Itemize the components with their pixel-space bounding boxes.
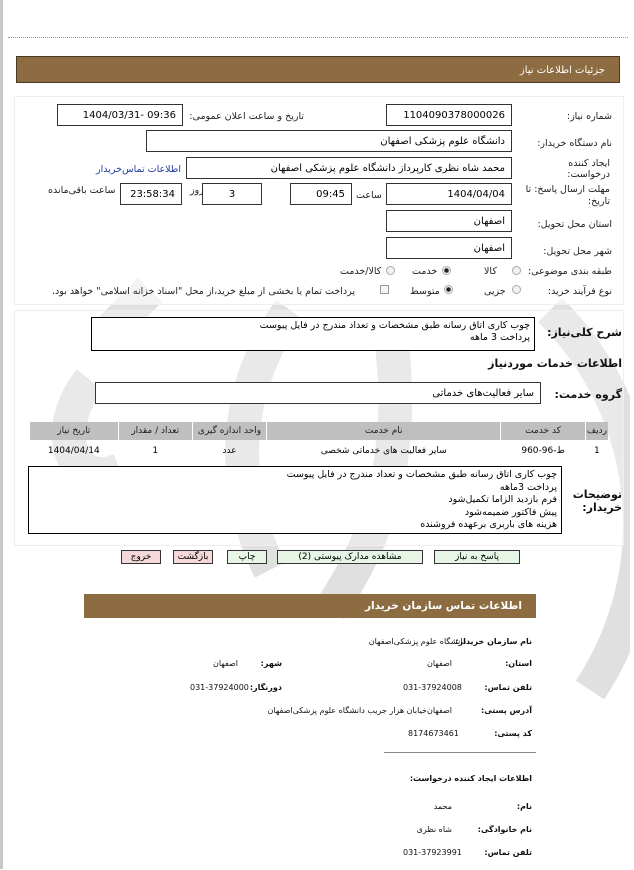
contact-city-value: اصفهان	[212, 659, 238, 668]
buyer-contact-link[interactable]: اطلاعات تماس‌خریدار	[96, 164, 181, 175]
days-label: روز	[190, 185, 204, 196]
contact-province-label: استان:	[505, 659, 532, 668]
creator-phone-value: 031-37923991	[403, 848, 462, 857]
days-field[interactable]: 3	[202, 183, 262, 205]
col-row: ردیف	[586, 422, 608, 440]
requester-label: ایجاد کننده درخواست:	[567, 158, 610, 180]
deadline-time-field[interactable]: 09:45	[290, 183, 352, 205]
cell-qty: 1	[152, 446, 159, 456]
category-option-goods: کالا	[484, 266, 497, 277]
treasury-checkbox-label: پرداخت تمام یا بخشی از مبلغ خرید،از محل "اسناد خزانه اسلامی" خواهد بود.	[52, 286, 355, 297]
summary-label: شرح کلی‌نیاز:	[547, 326, 622, 339]
divider	[8, 37, 628, 38]
contact-header: اطلاعات تماس سازمان خریدار	[84, 594, 536, 618]
creator-phone-label: تلفن تماس:	[484, 848, 532, 857]
need-number-label: شماره نیاز:	[566, 111, 612, 122]
contact-address-label: آدرس پستی:	[481, 706, 532, 715]
page-header: جزئیات اطلاعات نیاز	[16, 56, 620, 83]
need-number-field[interactable]: 1104090378000026	[386, 104, 512, 126]
cell-unit: عدد	[222, 446, 237, 456]
deadline-label: مهلت ارسال پاسخ: تا تاریخ:	[525, 184, 610, 207]
province-field[interactable]: اصفهان	[386, 210, 512, 232]
announce-datetime-label: تاریخ و ساعت اعلان عمومی:	[189, 111, 304, 122]
contact-org-label: نام سازمان خریدار:	[455, 637, 532, 646]
category-option-goods-service: کالا/خدمت	[340, 266, 382, 277]
summary-line: چوب کاری اتاق رسانه طبق مشخصات و تعداد مندرج در فایل پیوست	[259, 320, 530, 331]
province-label: استان محل تحویل:	[537, 219, 612, 230]
contact-province-value: اصفهان	[426, 659, 452, 668]
contact-org-value: دانشگاه علوم پزشکی‌اصفهان	[368, 637, 466, 646]
col-name: نام خدمت	[267, 422, 500, 440]
deadline-date-field[interactable]: 1404/04/04	[386, 183, 512, 205]
divider	[384, 752, 536, 753]
contact-city-label: شهر:	[260, 659, 282, 668]
cell-date: 1404/04/14	[47, 446, 100, 456]
services-table	[29, 421, 609, 462]
category-radio-goods-service[interactable]	[386, 266, 395, 275]
treasury-checkbox[interactable]	[380, 285, 389, 294]
buyer-notes-label: توضیحات خریدار:	[572, 488, 622, 514]
summary-box	[91, 317, 535, 351]
services-title: اطلاعات خدمات موردنیاز	[488, 357, 622, 370]
buyer-notes-box	[28, 466, 562, 534]
contact-phone-value: 031-37924008	[403, 683, 462, 692]
city-field[interactable]: اصفهان	[386, 237, 512, 259]
process-option-minor: جزیی	[484, 286, 506, 297]
creator-name-value: محمد	[433, 802, 452, 811]
cell-row: 1	[594, 446, 600, 456]
note-line: فرم بازدید الزاما تکمیل‌شود	[448, 494, 557, 505]
note-line: پرداخت 3ماهه	[499, 481, 557, 493]
category-radio-goods[interactable]	[512, 266, 521, 275]
contact-address-value: اصفهان‌خیابان هزار جریب دانشگاه علوم پزشکی‌اصفهان	[267, 706, 452, 715]
creator-family-value: شاه نظری	[416, 825, 452, 834]
service-group-field[interactable]: سایر فعالیت‌های خدماتی	[95, 382, 541, 404]
note-line: پیش فاکتور ضمیمه‌شود	[464, 506, 557, 518]
print-button[interactable]: چاپ	[227, 550, 267, 564]
creator-family-label: نام خانوادگی:	[477, 825, 532, 834]
service-group-label: گروه خدمت:	[554, 388, 622, 401]
process-radio-medium[interactable]	[444, 285, 453, 294]
creator-name-label: نام:	[516, 802, 532, 811]
note-line: چوب کاری اتاق رسانه طبق مشخصات و تعداد مندرج در فایل پیوست	[286, 469, 557, 480]
col-qty: تعداد / مقدار	[119, 422, 192, 440]
process-label: نوع فرآیند خرید:	[547, 286, 612, 297]
col-code: کد خدمت	[501, 422, 584, 440]
col-date: تاریخ نیاز	[30, 422, 118, 440]
contact-fax-label: دورنگار:	[249, 683, 282, 692]
category-option-service: خدمت	[412, 266, 438, 277]
table-row	[30, 441, 608, 461]
left-border	[0, 0, 3, 869]
remaining-time-field[interactable]: 23:58:34	[120, 183, 182, 205]
time-label: ساعت	[356, 190, 382, 201]
contact-phone-label: تلفن تماس:	[484, 683, 532, 692]
buyer-org-label: نام دستگاه خریدار:	[537, 138, 612, 149]
reply-button[interactable]: پاسخ به نیاز	[434, 550, 520, 564]
category-label: طبقه بندی موضوعی:	[527, 266, 612, 277]
contact-postal-label: کد پستی:	[494, 729, 532, 738]
process-option-medium: متوسط	[410, 286, 440, 297]
summary-line: پرداخت 3 ماهه	[469, 332, 530, 343]
announce-datetime-field[interactable]: 1404/03/31- 09:36	[57, 104, 183, 126]
contact-fax-value: 031-37924000	[190, 683, 249, 692]
process-radio-minor[interactable]	[512, 285, 521, 294]
attachments-button[interactable]: مشاهده مدارک پیوستی (2)	[277, 550, 423, 564]
buyer-org-field[interactable]: دانشگاه علوم پزشکی اصفهان	[146, 130, 512, 152]
back-button[interactable]: بازگشت	[173, 550, 213, 564]
category-radio-service[interactable]	[442, 266, 451, 275]
cell-name: سایر فعالیت های خدماتی شخصی	[320, 446, 447, 456]
table-header-row	[30, 422, 608, 440]
remaining-time-label: ساعت باقی‌مانده	[48, 185, 116, 196]
col-unit: واحد اندازه گیری	[193, 422, 266, 440]
cell-code: ط-96-960	[521, 446, 565, 456]
contact-postal-value: 8174673461	[408, 729, 459, 738]
requester-field[interactable]: محمد شاه نظری کارپرداز دانشگاه علوم پزشکی اصفهان	[186, 157, 512, 179]
exit-button[interactable]: خروج	[121, 550, 161, 564]
note-line: هزینه های باربری برعهده فروشنده	[420, 519, 557, 530]
city-label: شهر محل تحویل:	[543, 246, 612, 257]
creator-title: اطلاعات ایجاد کننده درخواست:	[409, 774, 532, 783]
